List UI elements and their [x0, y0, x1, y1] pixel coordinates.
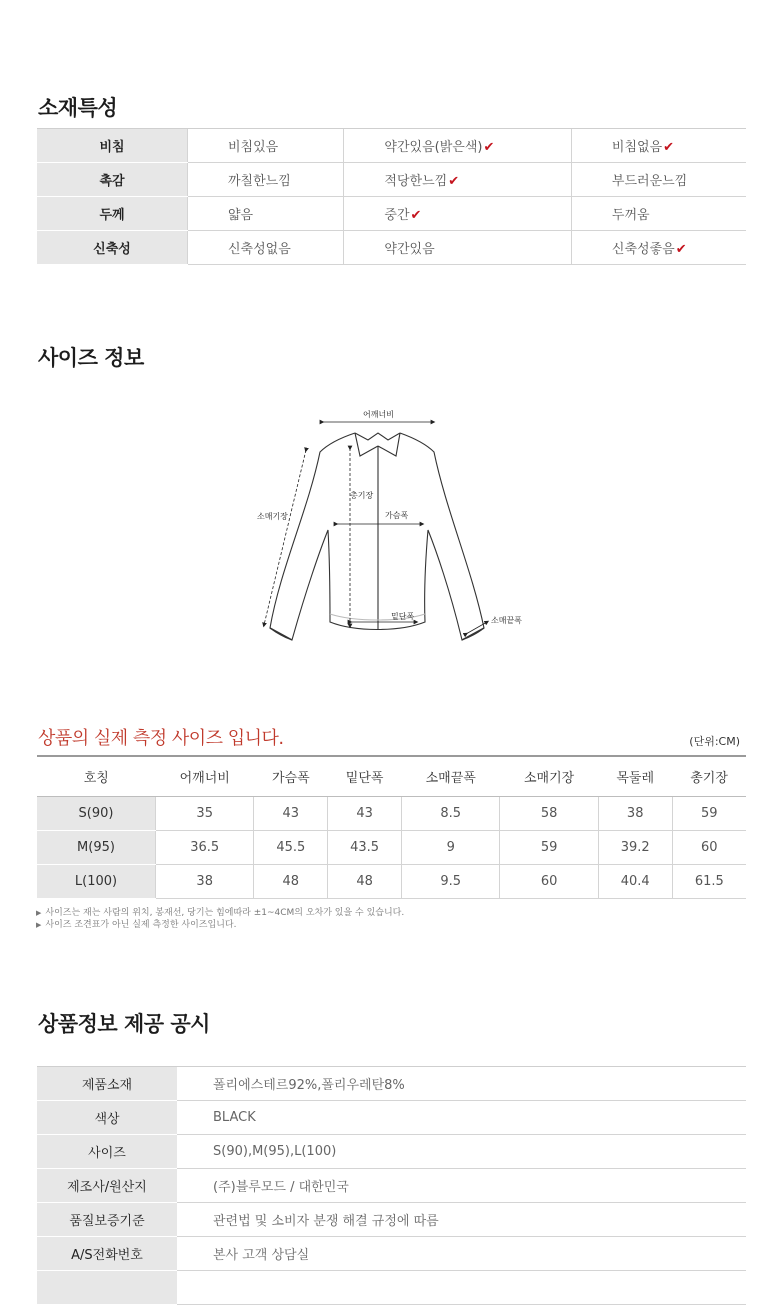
size-value: 43: [328, 797, 402, 831]
product-info-label: 사이즈: [37, 1135, 177, 1169]
product-info-label: 품질보증기준: [37, 1203, 177, 1237]
product-info-row: [37, 1203, 746, 1237]
size-value: 61.5: [672, 865, 746, 899]
label-shoulder: 어깨너비: [363, 410, 394, 419]
material-option: [188, 197, 344, 231]
size-value: 39.2: [598, 831, 672, 865]
checkmark-icon: ✔: [410, 208, 422, 223]
material-row-label: 두께: [37, 197, 188, 231]
size-note: ▶ 사이즈 조견표가 아닌 실제 측정한 사이즈입니다.: [36, 920, 237, 930]
size-value: 60: [500, 865, 598, 899]
material-option: [188, 129, 344, 163]
measurement-lines: [264, 422, 487, 634]
material-section-title: 소재특성: [38, 96, 118, 120]
material-option: [571, 231, 746, 265]
checkmark-icon: ✔: [448, 174, 460, 189]
product-info-section-title: 상품정보 제공 공시: [38, 1012, 210, 1036]
material-option: [344, 231, 571, 265]
size-value: 58: [500, 797, 598, 831]
size-value: 48: [254, 865, 328, 899]
checkmark-icon: ✔: [663, 140, 675, 155]
material-option: [344, 197, 571, 231]
size-col-header: 밑단폭: [328, 756, 402, 797]
size-col-header: 목둘레: [598, 756, 672, 797]
size-section-title: 사이즈 정보: [38, 346, 144, 370]
label-cuff: 소매끝폭: [491, 616, 522, 625]
material-option-text: 부드러운느낌: [611, 174, 688, 189]
size-value: 48: [328, 865, 402, 899]
size-notice: 상품의 실제 측정 사이즈 입니다.: [38, 728, 284, 749]
product-info-value: [177, 1271, 746, 1305]
triangle-icon: ▶: [36, 921, 42, 929]
size-col-header: 총기장: [672, 756, 746, 797]
product-info-row: [37, 1135, 746, 1169]
size-col-header: 어깨너비: [156, 756, 254, 797]
size-value: 36.5: [156, 831, 254, 865]
material-table: [37, 128, 746, 265]
size-table-header: [37, 756, 746, 797]
size-value: 59: [500, 831, 598, 865]
material-option-text: 약간있음: [384, 242, 435, 257]
size-value: 38: [156, 865, 254, 899]
material-option-text: 비침없음: [611, 140, 663, 155]
size-row: [37, 797, 746, 831]
product-info-table: [37, 1066, 746, 1305]
size-label: M(95): [37, 831, 156, 865]
size-col-header: 호칭: [37, 756, 156, 797]
product-info-label: [37, 1271, 177, 1305]
material-option: [188, 231, 344, 265]
shirt-measurement-diagram: [250, 400, 540, 655]
material-option: [344, 163, 571, 197]
size-value: 40.4: [598, 865, 672, 899]
material-option-text: 신축성없음: [228, 242, 291, 257]
product-info-row: [37, 1067, 746, 1101]
product-info-value: S(90),M(95),L(100): [177, 1135, 746, 1169]
size-value: 35: [156, 797, 254, 831]
size-row: [37, 831, 746, 865]
product-info-value: 관련법 및 소비자 분쟁 해결 규정에 따름: [177, 1203, 746, 1237]
size-unit: (단위:CM): [689, 735, 740, 748]
material-row: [37, 129, 746, 163]
size-value: 9: [402, 831, 500, 865]
material-row-label: 비침: [37, 129, 188, 163]
product-info-value: 본사 고객 상담실: [177, 1237, 746, 1271]
material-option-text: 신축성좋음: [611, 242, 675, 257]
product-info-label: 제조사/원산지: [37, 1169, 177, 1203]
triangle-icon: ▶: [36, 909, 42, 917]
material-option: [344, 129, 571, 163]
material-option-text: 적당한느낌: [384, 174, 448, 189]
size-value: 43.5: [328, 831, 402, 865]
material-option-text: 약간있음(밝은색): [384, 140, 483, 155]
product-info-row: [37, 1271, 746, 1305]
size-value: 38: [598, 797, 672, 831]
material-option-text: 두꺼움: [611, 208, 650, 223]
material-row-label: 촉감: [37, 163, 188, 197]
size-table: [37, 755, 746, 899]
product-info-label: 제품소재: [37, 1067, 177, 1101]
size-label: L(100): [37, 865, 156, 899]
material-option: [188, 163, 344, 197]
size-value: 59: [672, 797, 746, 831]
size-value: 43: [254, 797, 328, 831]
material-option-text: 비침있음: [228, 140, 279, 155]
product-info-row: [37, 1101, 746, 1135]
size-value: 60: [672, 831, 746, 865]
size-col-header: 가슴폭: [254, 756, 328, 797]
material-row: [37, 231, 746, 265]
material-option-text: 중간: [384, 208, 410, 223]
label-hem: 밑단폭: [391, 612, 415, 621]
size-col-header: 소매기장: [500, 756, 598, 797]
product-info-label: 색상: [37, 1101, 177, 1135]
checkmark-icon: ✔: [483, 140, 495, 155]
size-note: ▶ 사이즈는 재는 사람의 위치, 봉재선, 당기는 힘에따라 ±1~4CM의 오차가 있을 수 있습니다.: [36, 908, 405, 918]
product-info-row: [37, 1169, 746, 1203]
size-row: [37, 865, 746, 899]
material-row: [37, 163, 746, 197]
material-option: [571, 197, 746, 231]
size-value: 8.5: [402, 797, 500, 831]
label-sleeve-length: 소매기장: [257, 512, 288, 521]
product-info-label: A/S전화번호: [37, 1237, 177, 1271]
product-info-value: 폴리에스테르92%,폴리우레탄8%: [177, 1067, 746, 1101]
size-value: 45.5: [254, 831, 328, 865]
label-total-length: 총기장: [350, 491, 374, 500]
material-row-label: 신축성: [37, 231, 188, 265]
size-col-header: 소매끝폭: [402, 756, 500, 797]
size-label: S(90): [37, 797, 156, 831]
size-value: 9.5: [402, 865, 500, 899]
shirt-outline: [270, 433, 484, 640]
label-chest: 가슴폭: [385, 511, 409, 520]
material-row: [37, 197, 746, 231]
product-info-value: (주)블루모드 / 대한민국: [177, 1169, 746, 1203]
material-option-text: 까칠한느낌: [228, 174, 291, 189]
product-info-value: BLACK: [177, 1101, 746, 1135]
material-option-text: 얇음: [228, 208, 254, 223]
product-info-row: [37, 1237, 746, 1271]
size-notes: [36, 907, 404, 931]
checkmark-icon: ✔: [675, 242, 687, 257]
material-option: [571, 129, 746, 163]
material-option: [571, 163, 746, 197]
